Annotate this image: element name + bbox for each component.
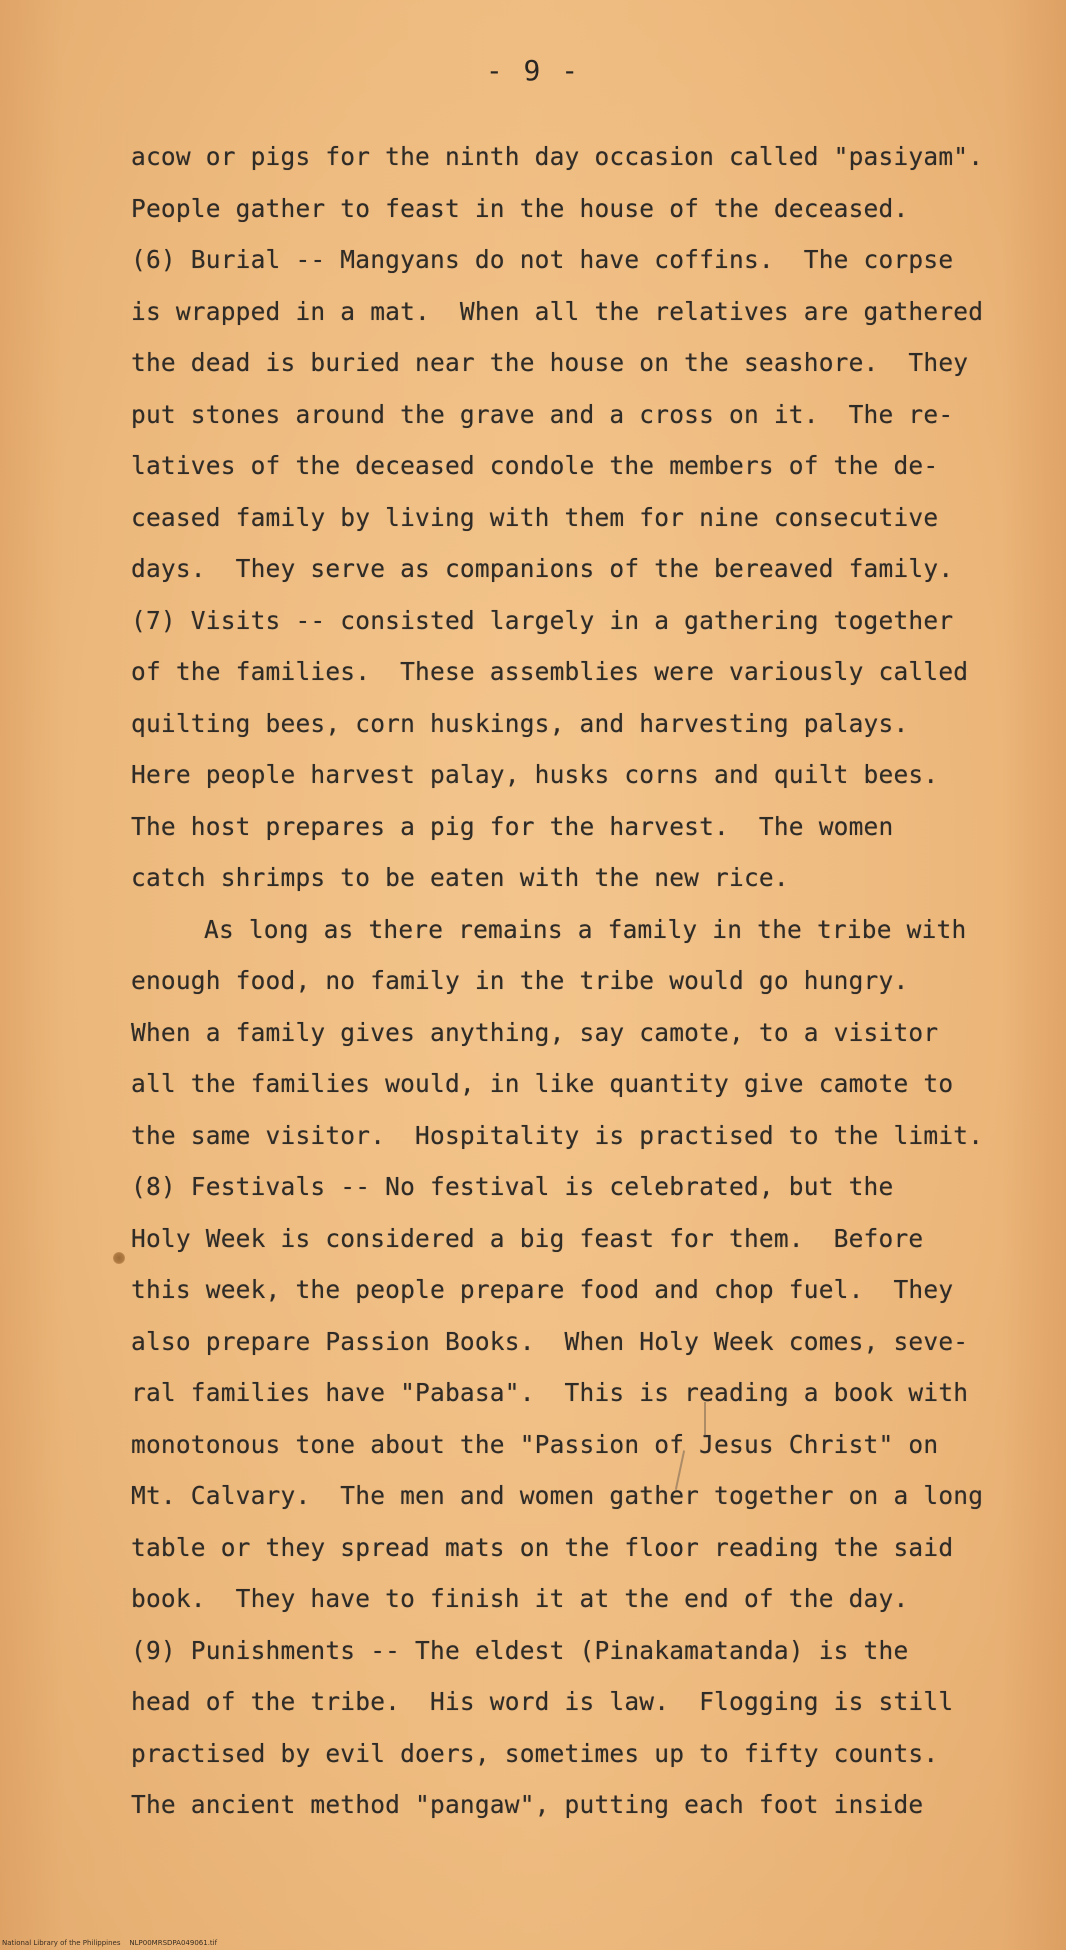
text-line: catch shrimps to be eaten with the new rice.: [131, 863, 789, 892]
typed-text-body: [131, 131, 1031, 1831]
text-line: (6) Burial -- Mangyans do not have coffins. The corpse: [131, 245, 954, 274]
text-line: the dead is buried near the house on the seashore. They: [131, 348, 969, 377]
archive-label: National Library of the Philippines: [2, 1939, 121, 1947]
text-line: The ancient method "pangaw", putting each foot inside: [131, 1790, 924, 1819]
page-number: - 9 -: [485, 54, 581, 87]
text-line: table or they spread mats on the floor reading the said: [131, 1532, 954, 1562]
text-line: (9) Punishments -- The eldest (Pinakamatanda) is the: [131, 1635, 909, 1665]
text-line: When a family gives anything, say camote, to a visitor: [131, 1017, 939, 1047]
text-line: of the families. These assemblies were variously called: [131, 657, 969, 686]
file-name: NLP00MRSDPA049061.tif: [129, 1939, 218, 1947]
text-line: People gather to feast in the house of the deceased.: [131, 193, 909, 223]
text-line: (7) Visits -- consisted largely in a gathering together: [131, 605, 954, 635]
text-line: put stones around the grave and a cross on it. The re-: [131, 399, 954, 429]
text-line: is wrapped in a mat. When all the relatives are gathered: [131, 296, 984, 326]
text-line: Holy Week is considered a big feast for them. Before: [131, 1223, 924, 1253]
text-line: book. They have to finish it at the end of the day.: [131, 1584, 909, 1613]
scan-footer: [2, 1938, 217, 1948]
text-line: days. They serve as companions of the bereaved family.: [131, 554, 954, 583]
text-line: head of the tribe. His word is law. Flogging is still: [131, 1687, 954, 1716]
text-line-indented: As long as there remains a family in the tribe with: [204, 914, 967, 944]
text-line: acow or pigs for the ninth day occasion called "pasiyam".: [131, 142, 984, 171]
text-line: Here people harvest palay, husks corns and quilt bees.: [131, 760, 939, 789]
text-line: enough food, no family in the tribe would go hungry.: [131, 966, 909, 995]
text-line: monotonous tone about the "Passion of Jesus Christ" on: [131, 1429, 939, 1459]
text-line: all the families would, in like quantity give camote to: [131, 1069, 954, 1098]
text-line: (8) Festivals -- No festival is celebrated, but the: [131, 1172, 894, 1201]
text-line: this week, the people prepare food and chop fuel. They: [131, 1275, 954, 1304]
text-line: quilting bees, corn huskings, and harvesting palays.: [131, 708, 909, 738]
text-line: latives of the deceased condole the members of the de-: [131, 451, 939, 480]
text-line: Mt. Calvary. The men and women gather together on a long: [131, 1481, 984, 1510]
pencil-mark: [704, 1402, 706, 1436]
text-line: ceased family by living with them for nine consecutive: [131, 502, 939, 532]
ink-stain: [113, 1252, 125, 1264]
text-line: practised by evil doers, sometimes up to fifty counts.: [131, 1738, 939, 1768]
text-line: The host prepares a pig for the harvest. The women: [131, 811, 894, 841]
text-line: ral families have "Pabasa". This is reading a book with: [131, 1378, 969, 1407]
text-line: the same visitor. Hospitality is practised to the limit.: [131, 1120, 984, 1150]
text-line: also prepare Passion Books. When Holy Week comes, seve-: [131, 1326, 969, 1356]
